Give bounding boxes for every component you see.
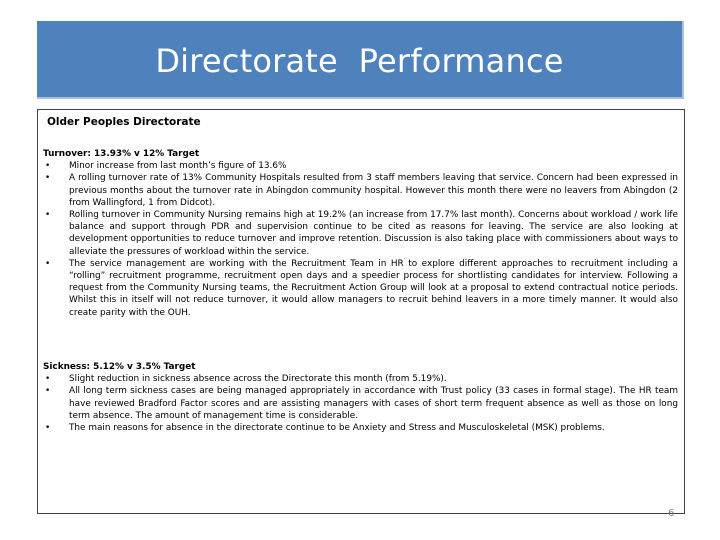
turnover-bullet xyxy=(43,209,678,258)
turnover-bullet-text: A rolling turnover rate of 13% Community Hospitals resulted from 3 staff members leaving that service. Concern had been expressed in previous months about the turnover rate in Abingdon community hospital. However this month there were no leavers from Abingdon (2 from Wallingford, 1 from Didcot). xyxy=(69,173,678,208)
sickness-section xyxy=(43,361,678,434)
turnover-heading: Turnover: 13.93% v 12% Target xyxy=(43,149,200,159)
turnover-bullet xyxy=(43,160,678,172)
bullet-icon: • xyxy=(45,374,51,385)
sickness-bullet xyxy=(43,422,678,434)
bullet-icon: • xyxy=(45,210,51,221)
bullet-icon: • xyxy=(45,258,51,269)
page-number: 6 xyxy=(668,508,675,519)
bullet-icon: • xyxy=(45,161,51,172)
turnover-bullet xyxy=(43,172,678,209)
bullet-icon: • xyxy=(45,386,51,397)
sickness-bullet-text: All long term sickness cases are being managed appropriately in accordance with Trust policy (33 cases in formal stage). The HR team have reviewed Bradford Factor scores and are assisting managers with cases of short term frequent absence as well as those on long term absence. The amount of management time is considerable. xyxy=(69,386,678,421)
bullet-icon: • xyxy=(45,173,51,184)
sickness-bullet-text: Slight reduction in sickness absence across the Directorate this month (from 5.19%). xyxy=(69,374,447,385)
slide-title: Directorate Performance xyxy=(155,42,564,80)
turnover-bullet-text: The service management are working with the Recruitment Team in HR to explore different approaches to recruitment including a “rolling” recruitment programme, recruitment open days and a speedier process for shortlisting candidates for interview. Following a request from the Community Nursing teams, the Recruitment Action Group will look at a proposal to extend contractual notice periods. Whilst this in itself will not reduce turnover, it would allow managers to recruit behind leavers in a more timely manner. It would also create parity with the OUH. xyxy=(69,258,678,318)
turnover-bullet-text: Minor increase from last month’s figure of 13.6% xyxy=(69,161,287,172)
sickness-heading: Sickness: 5.12% v 3.5% Target xyxy=(43,362,196,372)
directorate-label: Older Peoples Directorate xyxy=(47,116,201,128)
turnover-section xyxy=(43,148,678,319)
title-banner xyxy=(37,21,684,99)
sickness-bullet xyxy=(43,373,678,385)
turnover-bullet-text: Rolling turnover in Community Nursing remains high at 19.2% (an increase from 17.7% last month). Concerns about workload / work life balance and support through PDR and supervision continue to be cited as reasons for leaving. The service are also looking at development opportunities to reduce turnover and improve retention. Discussion is also taking place with commissioners about ways to alleviate the pressures of workload within the service. xyxy=(69,210,678,257)
sickness-bullet-text: The main reasons for absence in the directorate continue to be Anxiety and Stress and Musculoskeletal (MSK) problems. xyxy=(69,423,605,434)
turnover-bullet xyxy=(43,258,678,319)
sickness-bullet xyxy=(43,385,678,422)
bullet-icon: • xyxy=(45,423,51,434)
